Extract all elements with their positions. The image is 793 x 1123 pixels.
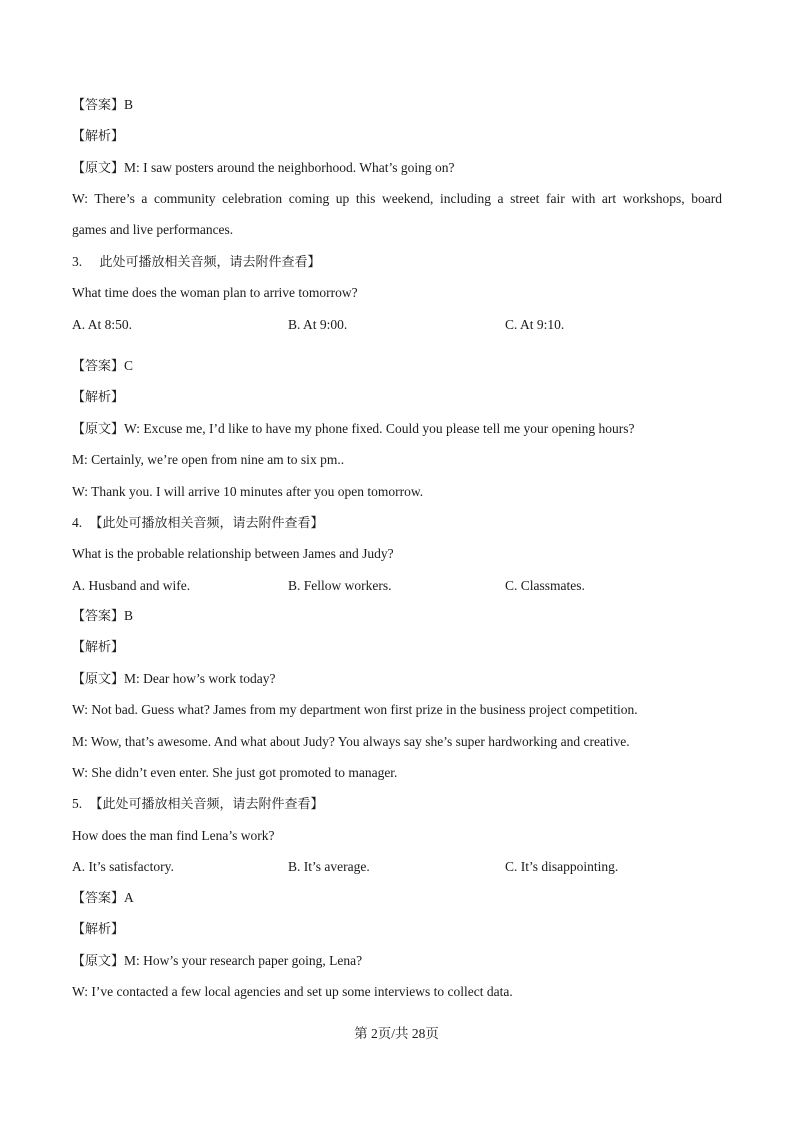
answer-line [72, 889, 722, 908]
transcript-line: M: Wow, that’s awesome. And what about Judy? You always say she’s super hardworking and creative. [72, 734, 630, 749]
transcript-line: W: She didn’t even enter. She just got promoted to manager. [72, 765, 398, 780]
option-a: A. Husband and wife. [72, 578, 191, 593]
transcript-text: M: I saw posters around the neighborhood. What’s going on? [124, 160, 455, 175]
analysis-line [72, 638, 722, 657]
question-text: What time does the woman plan to arrive tomorrow? [72, 285, 358, 300]
transcript-line: W: Thank you. I will arrive 10 minutes after you open tomorrow. [72, 484, 424, 499]
transcript-text: W: Excuse me, I’d like to have my phone fixed. Could you please tell me your opening hours? [124, 421, 635, 436]
option-c: C. It’s disappointing. [505, 859, 619, 874]
option-b: B. Fellow workers. [288, 578, 392, 593]
transcript-line: W: Not bad. Guess what? James from my department won first prize in the business project competition. [72, 702, 638, 717]
question-header [72, 795, 722, 814]
analysis-label: 【解析】 [72, 640, 125, 655]
analysis-line [72, 127, 722, 146]
question-header [72, 253, 722, 272]
analysis-line [72, 920, 722, 939]
transcript-line [72, 159, 722, 178]
original-label: 【原文】 [72, 422, 125, 437]
transcript-line [72, 420, 722, 439]
question-number: 3. [72, 254, 83, 269]
answer-value: A [124, 890, 134, 905]
answer-value: B [124, 97, 134, 112]
answer-label: 【答案】 [72, 359, 125, 374]
answer-value: C [124, 358, 134, 373]
transcript-text: M: Dear how’s work today? [124, 671, 276, 686]
option-a: A. At 8:50. [72, 317, 133, 332]
question-header [72, 514, 722, 533]
transcript-line: games and live performances. [72, 222, 234, 237]
transcript-line: W: There’s a community celebration coming up this weekend, including a street fair with art workshops, board [72, 191, 722, 206]
transcript-line [72, 952, 722, 971]
answer-line [72, 96, 722, 115]
analysis-label: 【解析】 [72, 129, 125, 144]
analysis-label: 【解析】 [72, 390, 125, 405]
question-number: 4. [72, 515, 83, 530]
transcript-text: M: How’s your research paper going, Lena? [124, 953, 363, 968]
option-b: B. It’s average. [288, 859, 370, 874]
answer-label: 【答案】 [72, 609, 125, 624]
audio-note: 此处可播放相关音频，请去附件查看】 [99, 255, 321, 270]
original-label: 【原文】 [72, 954, 125, 969]
audio-note: 【此处可播放相关音频，请去附件查看】 [89, 797, 324, 812]
transcript-line: M: Certainly, we’re open from nine am to six pm.. [72, 452, 345, 467]
option-b: B. At 9:00. [288, 317, 348, 332]
audio-note: 【此处可播放相关音频，请去附件查看】 [89, 516, 324, 531]
original-label: 【原文】 [72, 672, 125, 687]
transcript-line [72, 670, 722, 689]
answer-label: 【答案】 [72, 98, 125, 113]
question-number: 5. [72, 796, 83, 811]
answer-line [72, 607, 722, 626]
analysis-label: 【解析】 [72, 922, 125, 937]
page-footer: 第 2页/共 28页 [354, 1026, 439, 1041]
option-a: A. It’s satisfactory. [72, 859, 174, 874]
answer-line [72, 357, 722, 376]
answer-value: B [124, 608, 134, 623]
transcript-line: W: I’ve contacted a few local agencies and set up some interviews to collect data. [72, 984, 513, 999]
answer-label: 【答案】 [72, 891, 125, 906]
question-text: How does the man find Lena’s work? [72, 828, 275, 843]
original-label: 【原文】 [72, 161, 125, 176]
option-c: C. At 9:10. [505, 317, 565, 332]
question-text: What is the probable relationship between James and Judy? [72, 546, 394, 561]
option-c: C. Classmates. [505, 578, 585, 593]
analysis-line [72, 388, 722, 407]
